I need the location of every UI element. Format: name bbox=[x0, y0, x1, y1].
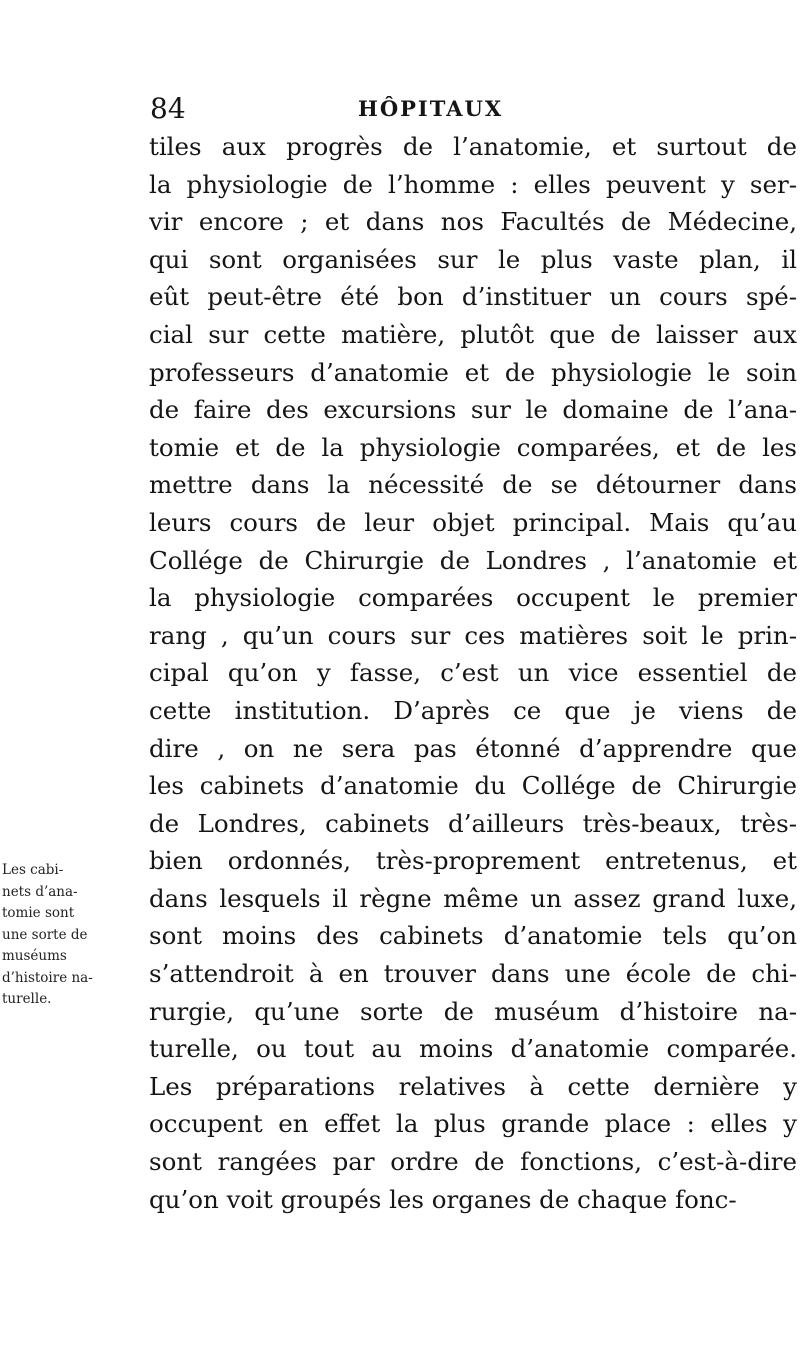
margin-note-line: turelle. bbox=[2, 991, 52, 1007]
text-line: mettre dans la nécessité de se détourner dans bbox=[149, 470, 797, 500]
text-line: vir encore ; et dans nos Facultés de Médecine, bbox=[149, 207, 797, 237]
text-line: turelle, ou tout au moins d’anatomie comparée. bbox=[149, 1034, 797, 1064]
text-line: rurgie, qu’une sorte de muséum d’histoire na- bbox=[149, 996, 797, 1026]
text-line: Les préparations relatives à cette dernière y bbox=[149, 1071, 797, 1101]
text-line: dans lesquels il règne même un assez grand luxe, bbox=[149, 883, 797, 913]
text-line: dire , on ne sera pas étonné d’apprendre que bbox=[149, 733, 797, 763]
text-line: de faire des excursions sur le domaine de l’ana- bbox=[149, 395, 797, 425]
margin-note-line: une sorte de bbox=[2, 926, 88, 943]
text-line: qu’on voit groupés les organes de chaque fonc- bbox=[149, 1184, 737, 1214]
text-line: bien ordonnés, très-proprement entretenus, et bbox=[149, 846, 797, 876]
text-line: professeurs d’anatomie et de physiologie le soin bbox=[149, 357, 797, 387]
text-line: qui sont organisées sur le plus vaste plan, il bbox=[149, 244, 797, 274]
text-line: cial sur cette matière, plutôt que de laisser aux bbox=[149, 319, 797, 349]
text-line: les cabinets d’anatomie du Collége de Chirurgie bbox=[149, 771, 797, 801]
text-line: de Londres, cabinets d’ailleurs très-beaux, très- bbox=[149, 808, 797, 838]
body-text bbox=[149, 128, 797, 1218]
margin-note-line: d’histoire na- bbox=[2, 969, 93, 986]
text-line: occupent en effet la plus grande place : elles y bbox=[149, 1109, 797, 1139]
text-line: cipal qu’on y fasse, c’est un vice essentiel de bbox=[149, 658, 797, 688]
margin-note-line: muséums bbox=[2, 948, 67, 964]
margin-note-line: nets d’ana- bbox=[2, 883, 78, 900]
text-line: s’attendroit à en trouver dans une école de chi- bbox=[149, 959, 797, 989]
margin-note-line: tomie sont bbox=[2, 905, 75, 921]
text-line: tiles aux progrès de l’anatomie, et surtout de bbox=[149, 132, 797, 161]
text-line: cette institution. D’après ce que je viens de bbox=[149, 695, 797, 725]
text-line: eût peut-être été bon d’instituer un cours spé- bbox=[149, 282, 797, 312]
text-line: sont moins des cabinets d’anatomie tels qu’on bbox=[149, 921, 797, 951]
running-head: HÔPITAUX bbox=[358, 96, 504, 121]
text-line: tomie et de la physiologie comparées, et de les bbox=[149, 432, 797, 462]
page-header bbox=[150, 92, 510, 126]
text-line: la physiologie comparées occupent le premier bbox=[149, 583, 797, 613]
text-line: la physiologie de l’homme : elles peuvent y ser- bbox=[149, 169, 797, 199]
text-line: leurs cours de leur objet principal. Mais qu’au bbox=[149, 507, 797, 537]
margin-note-line: Les cabi- bbox=[2, 862, 64, 878]
page-number: 84 bbox=[150, 92, 186, 125]
text-line: Collége de Chirurgie de Londres , l’anatomie et bbox=[149, 545, 797, 575]
text-line: sont rangées par ordre de fonctions, c’est-à-dire bbox=[149, 1147, 797, 1177]
margin-note bbox=[2, 860, 142, 1011]
text-line: rang , qu’un cours sur ces matières soit le prin- bbox=[149, 620, 797, 650]
